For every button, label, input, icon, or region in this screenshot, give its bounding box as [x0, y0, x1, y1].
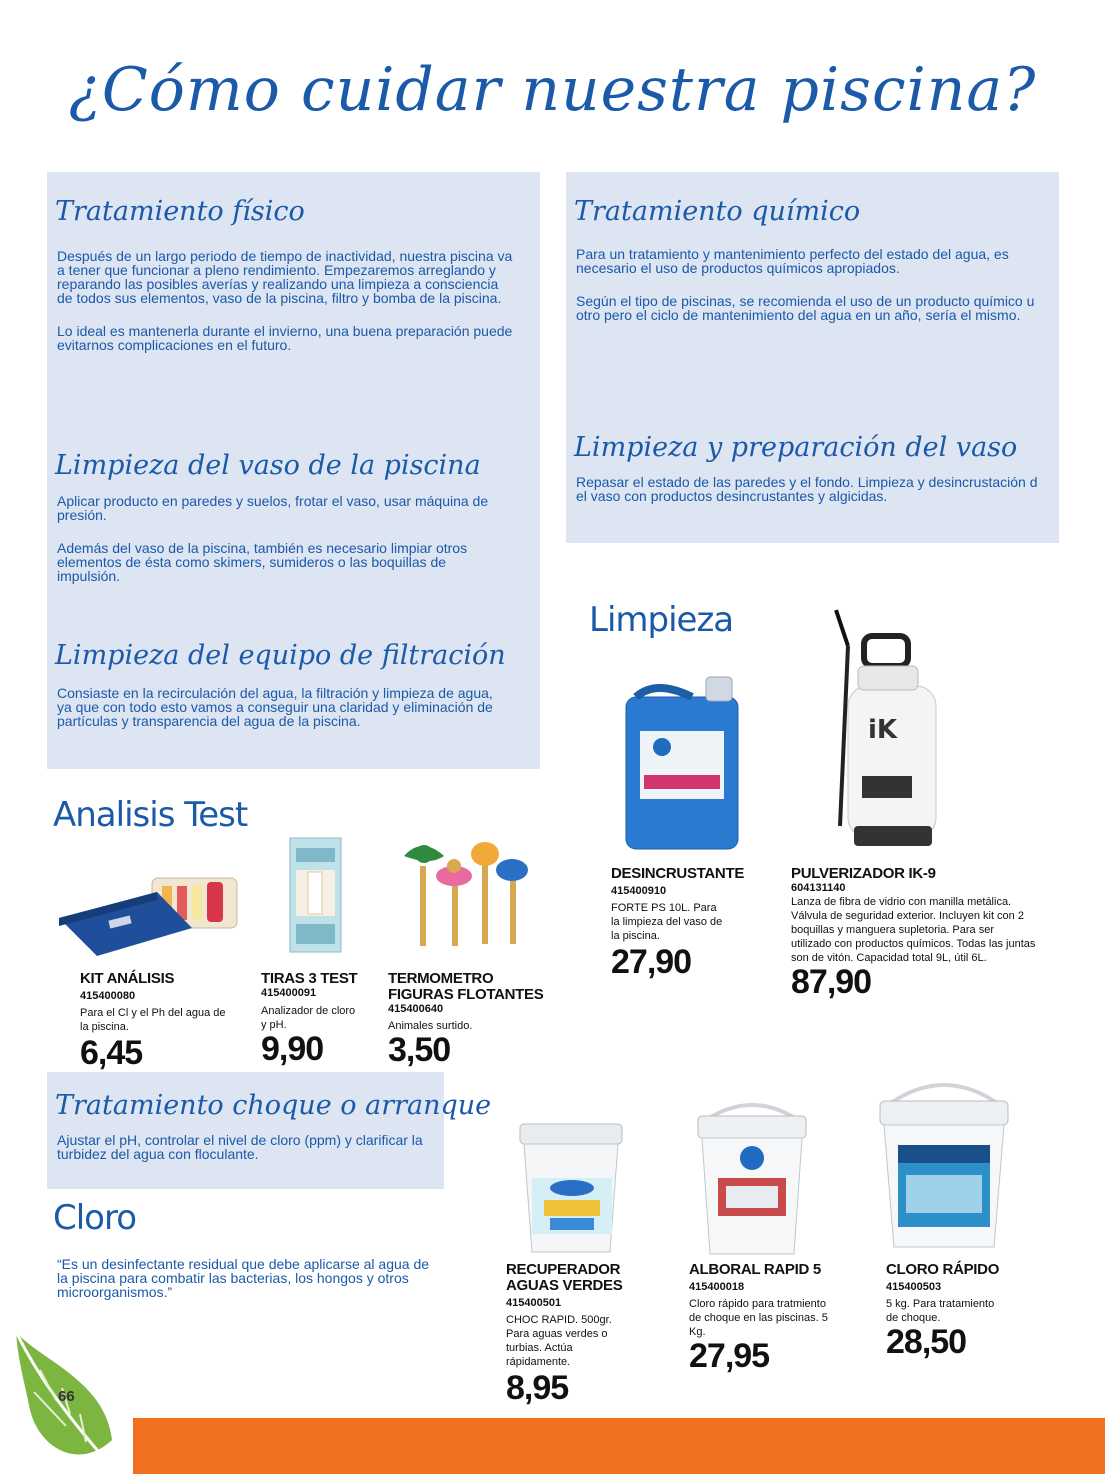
paragraph: Consiaste en la recirculación del agua, la filtración y limpieza de agua, ya que con todo esto vamos a conseguir una claridad y eliminación de partículas y transparencia del agua de la piscina.: [57, 685, 493, 729]
limpieza-preparacion-text: [576, 475, 1046, 522]
paragraph: Para un tratamiento y mantenimiento perfecto del estado del agua, es necesario el uso de productos químicos apropiados.: [576, 246, 1009, 276]
paragraph: Además del vaso de la piscina, también es necesario limpiar otros elementos de ésta como skimers, sumideros o las boquillas de impulsión.: [57, 540, 468, 584]
cloro-quote: “Es un desinfectante residual que debe aplicarse al agua de la piscina para combatir las bacterias, los hongos y otros microorganismos.”: [57, 1256, 430, 1300]
paragraph: Aplicar producto en paredes y suelos, frotar el vaso, usar máquina de presión.: [57, 493, 489, 523]
product-termometro: [388, 971, 548, 1067]
tiras-test-image: [288, 836, 343, 954]
tratamiento-choque-text: [57, 1133, 437, 1180]
product-desc: Animales surtido.: [388, 1020, 473, 1032]
product-kit-analisis: [80, 971, 230, 1070]
product-price: 87,90: [791, 963, 872, 1001]
recuperador-image: [510, 1118, 632, 1258]
limpieza-preparacion-heading: Limpieza y preparación del vaso: [574, 432, 1018, 463]
limpieza-filtracion-heading: Limpieza del equipo de filtración: [55, 640, 506, 671]
product-name: PULVERIZADOR IK-9: [791, 865, 936, 882]
product-code: 415400640: [388, 1003, 444, 1015]
alboral-image: [688, 1100, 816, 1260]
product-desc: Lanza de fibra de vidrio con manilla metálica. Válvula de seguridad exterior. Incluyen kit con 2 boquillas y manguera supletoria. Para ser utilizado con productos químicos. Todas las juntas son de vitón. Capacidad total 9L, útil 6L.: [791, 896, 1036, 964]
product-name: TIRAS 3 TEST: [261, 970, 358, 987]
product-desc: Para el Cl y el Ph del agua de la piscina.: [80, 1007, 226, 1033]
paragraph: Según el tipo de piscinas, se recomienda el uso de un producto químico u otro pero el ciclo de mantenimiento del agua en un año, sería el mismo.: [576, 293, 1035, 323]
paragraph: Repasar el estado de las paredes y el fondo. Limpieza y desincrustación d el vaso con productos desincrustantes y algicidas.: [576, 474, 1038, 504]
product-price: 28,50: [886, 1323, 967, 1361]
product-name: DESINCRUSTANTE: [611, 865, 745, 882]
product-name: ALBORAL RAPID 5: [689, 1261, 821, 1278]
product-cloro-rapido: [886, 1262, 1026, 1359]
tratamiento-quimico-heading: Tratamiento químico: [574, 196, 861, 227]
tratamiento-fisico-text: [57, 249, 517, 371]
tratamiento-quimico-text: [576, 247, 1041, 341]
product-desc: Cloro rápido para tratmiento de choque en las piscinas. 5 Kg.: [689, 1298, 828, 1338]
product-code: 415400501: [506, 1297, 562, 1309]
product-pulverizador: [791, 866, 1041, 999]
limpieza-vaso-heading: Limpieza del vaso de la piscina: [55, 450, 481, 481]
product-desc: FORTE PS 10L. Para la limpieza del vaso de la piscina.: [611, 902, 723, 942]
product-price: 9,90: [261, 1030, 324, 1068]
termometros-image: [390, 836, 530, 954]
tratamiento-choque-heading: Tratamiento choque o arranque: [55, 1090, 492, 1121]
product-alboral: [689, 1262, 839, 1373]
desincrustante-image: [618, 675, 746, 853]
product-code: 415400503: [886, 1281, 942, 1293]
product-code: 415400018: [689, 1281, 745, 1293]
pulverizador-image: [818, 606, 948, 854]
kit-analisis-image: [57, 858, 247, 958]
product-name: KIT ANÁLISIS: [80, 970, 175, 987]
product-recuperador: [506, 1262, 641, 1405]
product-code: 415400091: [261, 987, 317, 999]
product-tiras-3-test: [261, 971, 371, 1066]
product-price: 6,45: [80, 1034, 143, 1072]
page-title: ¿Cómo cuidar nuestra piscina?: [68, 55, 1037, 125]
cloro-heading: Cloro: [53, 1198, 137, 1238]
product-name: TERMOMETRO FIGURAS FLOTANTES: [388, 970, 544, 1003]
cloro-rapido-image: [874, 1075, 1014, 1255]
limpieza-heading: Limpieza: [589, 600, 734, 640]
product-code: 604131140: [791, 882, 846, 894]
product-code: 415400910: [611, 885, 667, 897]
product-code: 415400080: [80, 990, 136, 1002]
product-desincrustante: [611, 865, 745, 981]
product-desc: Analizador de cloro y pH.: [261, 1005, 356, 1031]
analisis-test-heading: Analisis Test: [53, 795, 248, 835]
tratamiento-fisico-heading: Tratamiento físico: [55, 196, 305, 227]
product-price: 8,95: [506, 1369, 569, 1407]
product-price: 27,90: [611, 943, 692, 981]
product-price: 3,50: [388, 1031, 451, 1069]
paragraph: Después de un largo periodo de tiempo de inactividad, nuestra piscina va a tener que funcionar a pleno rendimiento. Empezaremos arreglando y reparando las posibles averías y realizando una limpieza a consciencia de todos sus elementos, vaso de la piscina, filtro y bomba de la piscina.: [57, 248, 513, 306]
product-desc: CHOC RAPID. 500gr. Para aguas verdes o turbias. Actúa rápidamente.: [506, 1314, 612, 1368]
product-price: 27,95: [689, 1337, 770, 1375]
limpieza-filtracion-text: [57, 686, 502, 747]
product-name: CLORO RÁPIDO: [886, 1261, 1000, 1278]
limpieza-vaso-text: [57, 494, 507, 602]
product-desc: 5 kg. Para tratamiento de choque.: [886, 1298, 995, 1324]
product-name: RECUPERADOR AGUAS VERDES: [506, 1261, 623, 1294]
paragraph: Ajustar el pH, controlar el nivel de cloro (ppm) y clarificar la turbidez del agua con floculante.: [57, 1132, 423, 1162]
page-number: 66: [58, 1388, 75, 1405]
paragraph: Lo ideal es mantenerla durante el invierno, una buena preparación puede evitarnos complicaciones en el futuro.: [57, 323, 513, 353]
ik-logo: iK: [868, 715, 898, 745]
footer-bar: [133, 1418, 1105, 1474]
